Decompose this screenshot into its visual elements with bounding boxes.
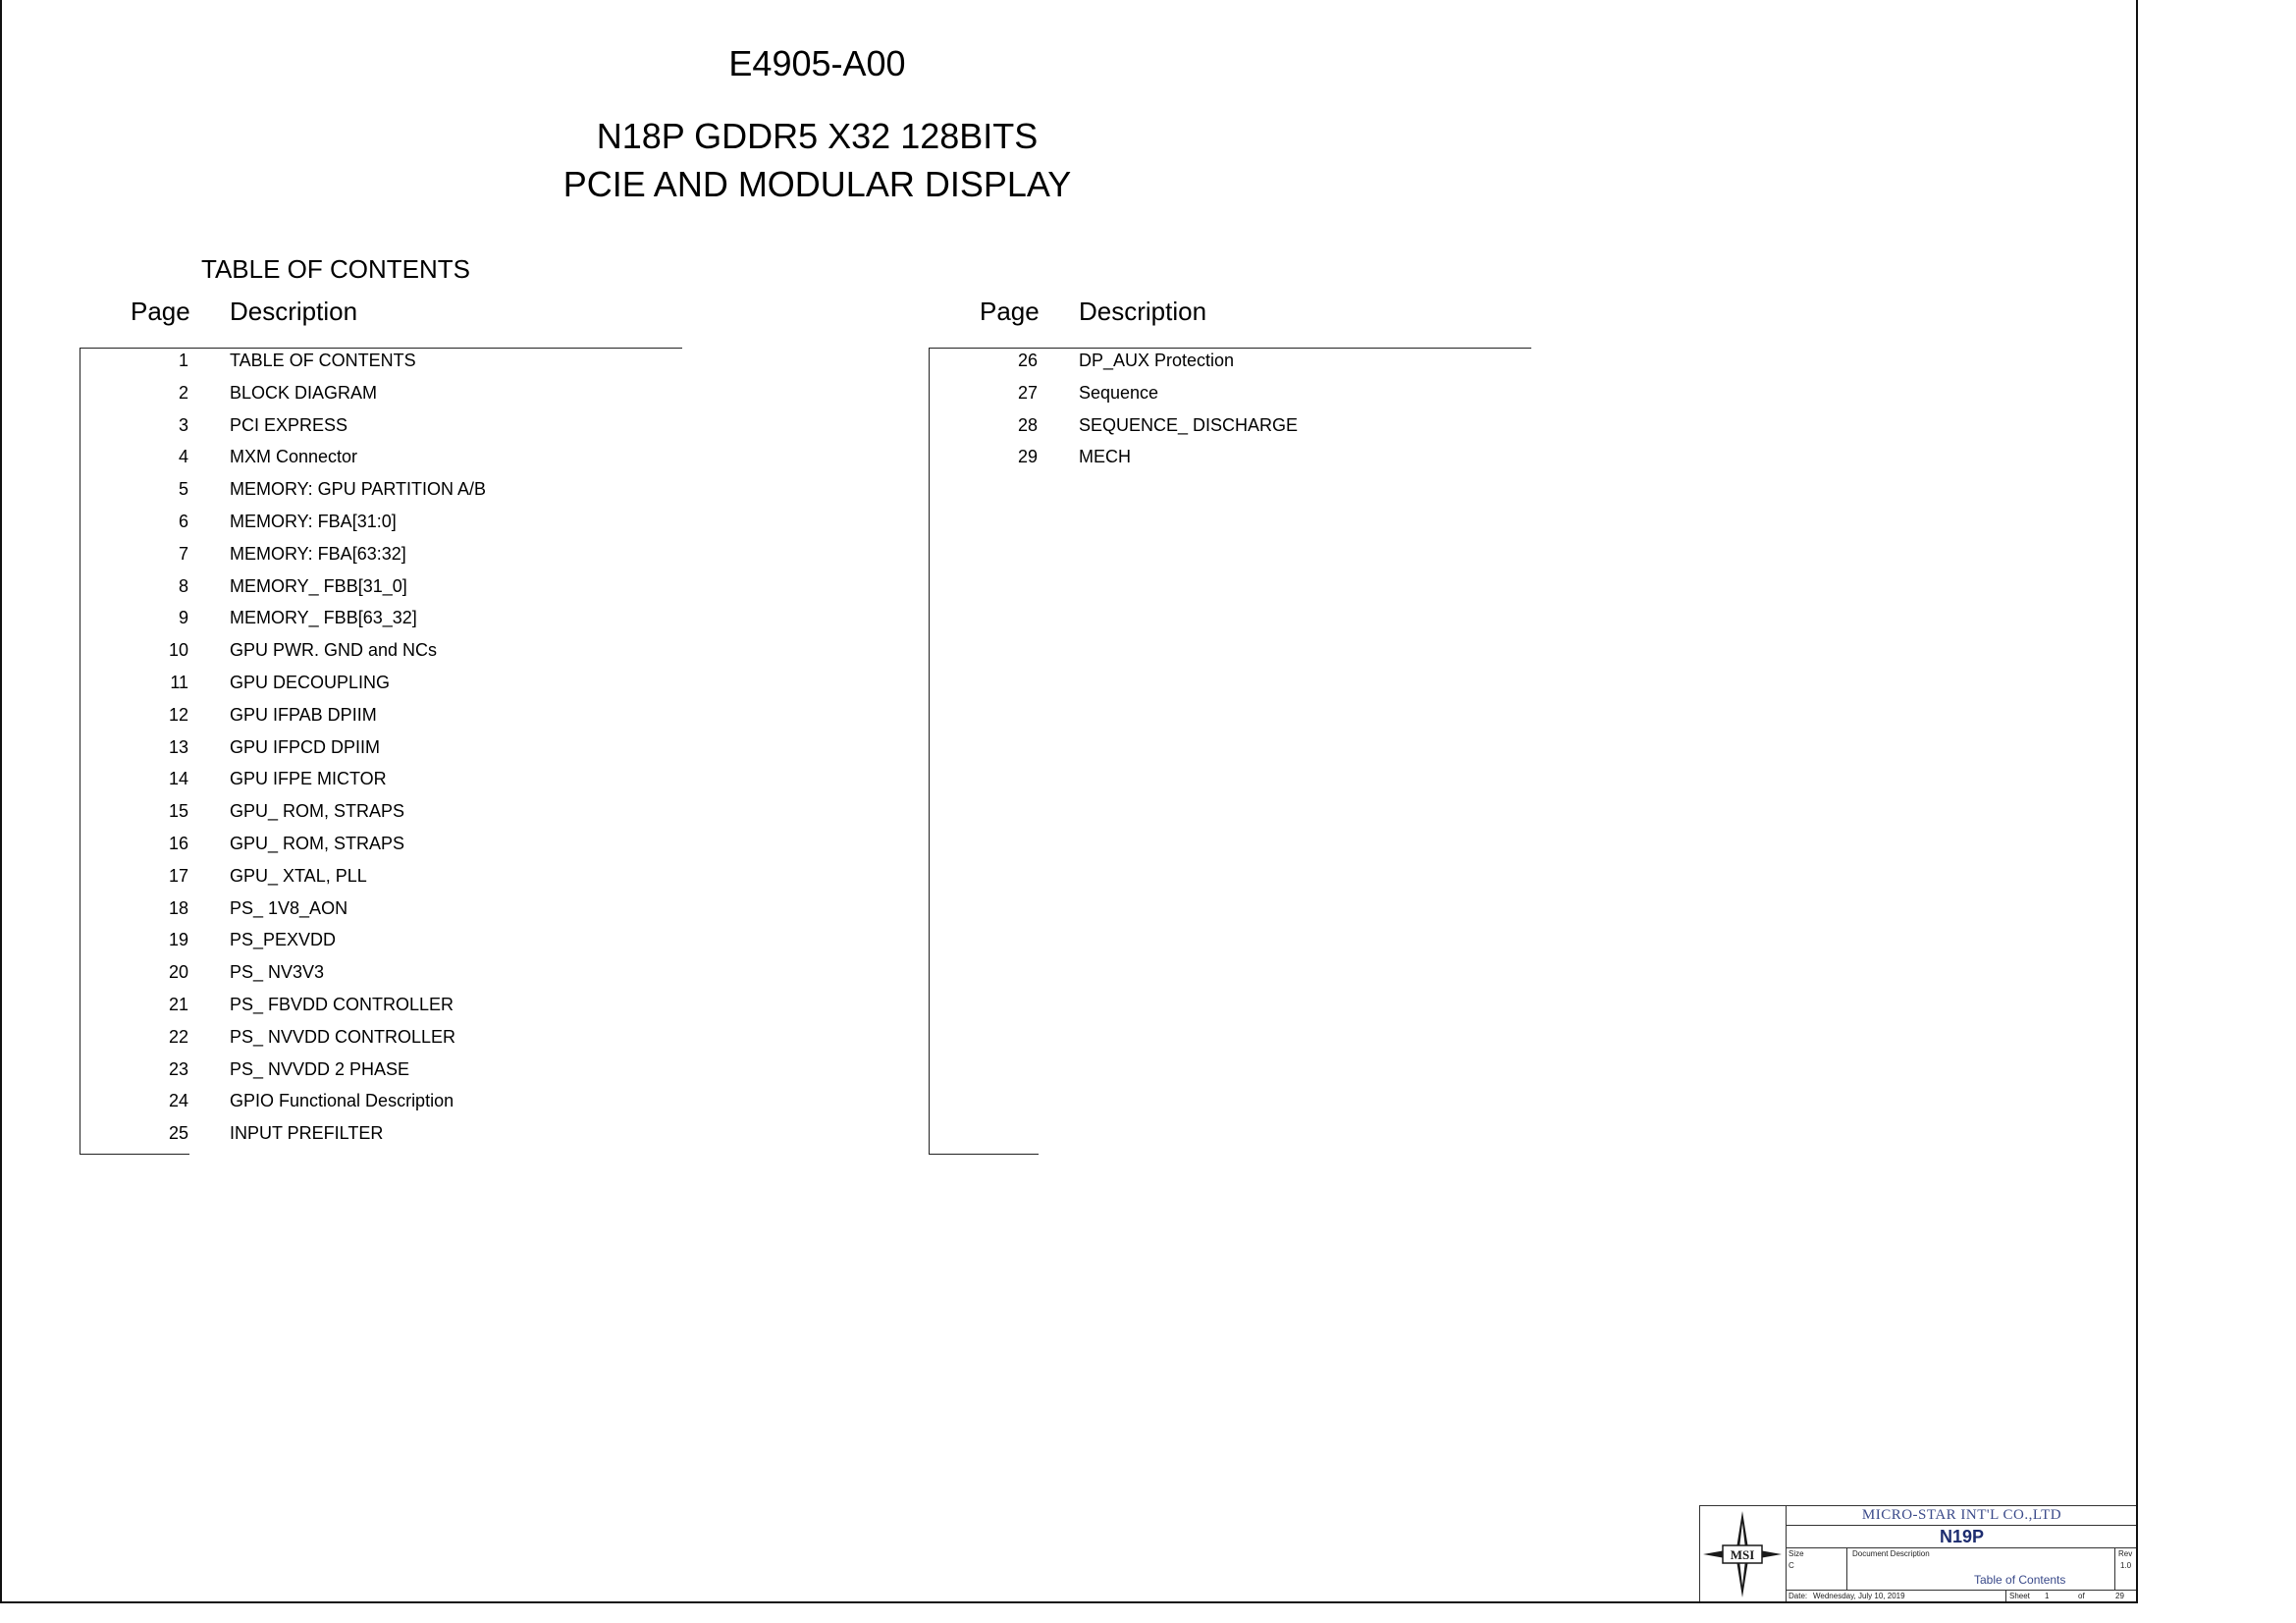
right-table-bottom-rule bbox=[929, 1154, 1039, 1155]
msi-logo-icon bbox=[1701, 1509, 1784, 1599]
frame-left-border bbox=[0, 0, 2, 1603]
toc-page-number: 27 bbox=[1017, 382, 1038, 403]
toc-description: MEMORY: FBA[63:32] bbox=[230, 543, 406, 564]
toc-description: BLOCK DIAGRAM bbox=[230, 382, 378, 403]
model-name: N19P bbox=[1939, 1527, 1985, 1546]
total-sheets: 29 bbox=[2115, 1592, 2124, 1600]
toc-page-number: 19 bbox=[168, 930, 188, 950]
title-line-2: PCIE AND MODULAR DISPLAY bbox=[562, 164, 1072, 204]
toc-description: PS_PEXVDD bbox=[230, 930, 337, 950]
size-label: Size bbox=[1789, 1549, 1804, 1558]
toc-page-number: 4 bbox=[178, 447, 188, 467]
toc-page-number: 22 bbox=[168, 1026, 188, 1047]
doc-desc-label: Document Description bbox=[1852, 1549, 1930, 1558]
toc-page-number: 12 bbox=[168, 704, 188, 725]
toc-description: MEMORY_ FBB[31_0] bbox=[230, 575, 407, 596]
toc-page-number: 25 bbox=[168, 1123, 188, 1144]
toc-description: PCI EXPRESS bbox=[230, 414, 348, 435]
toc-page-number: 18 bbox=[168, 897, 188, 918]
toc-description: GPU_ XTAL, PLL bbox=[230, 865, 367, 886]
rev-value: 1.0 bbox=[2120, 1561, 2132, 1570]
toc-page-number: 11 bbox=[170, 673, 188, 692]
msi-logo-text: MSI bbox=[1730, 1547, 1755, 1562]
left-table-bottom-rule bbox=[80, 1154, 189, 1155]
toc-page-number: 6 bbox=[178, 512, 188, 531]
toc-description: MEMORY: GPU PARTITION A/B bbox=[230, 479, 487, 500]
toc-description: MECH bbox=[1079, 447, 1131, 467]
toc-page-number: 26 bbox=[1017, 351, 1038, 370]
toc-description: TABLE OF CONTENTS bbox=[230, 351, 416, 370]
right-page-header: Page bbox=[980, 297, 1040, 326]
toc-description: GPU IFPAB DPIIM bbox=[230, 704, 377, 725]
date-label: Date: bbox=[1789, 1592, 1808, 1600]
toc-description: PS_ NVVDD 2 PHASE bbox=[230, 1058, 410, 1079]
size-value: C bbox=[1789, 1561, 1794, 1570]
toc-description: PS_ 1V8_AON bbox=[230, 897, 348, 918]
toc-page-number: 17 bbox=[168, 865, 188, 886]
of-label: of bbox=[2078, 1592, 2085, 1600]
doc-title: Table of Contents bbox=[1974, 1573, 2066, 1587]
toc-page-number: 3 bbox=[178, 414, 188, 435]
toc-page-number: 7 bbox=[178, 543, 188, 564]
toc-description: GPU IFPCD DPIIM bbox=[230, 736, 381, 757]
frame-right-border bbox=[2136, 0, 2138, 1603]
toc-page-number: 29 bbox=[1017, 447, 1038, 467]
toc-page-number: 16 bbox=[168, 834, 188, 853]
toc-page-number: 14 bbox=[168, 769, 188, 789]
toc-description: DP_AUX Protection bbox=[1079, 351, 1235, 370]
sheet-label: Sheet bbox=[2009, 1592, 2030, 1600]
title-block bbox=[1699, 1505, 2136, 1601]
toc-page-number: 5 bbox=[178, 479, 188, 500]
toc-description: GPU IFPE MICTOR bbox=[230, 769, 387, 789]
toc-page-number: 10 bbox=[168, 640, 188, 661]
sheet-value: 1 bbox=[2045, 1592, 2050, 1600]
toc-description: PS_ FBVDD CONTROLLER bbox=[230, 995, 454, 1014]
title-line-1: N18P GDDR5 X32 128BITS bbox=[596, 116, 1039, 156]
toc-page-number: 13 bbox=[168, 736, 188, 757]
toc-page-number: 9 bbox=[178, 608, 188, 628]
toc-description: GPIO Functional Description bbox=[230, 1091, 454, 1111]
toc-description: MEMORY: FBA[31:0] bbox=[230, 512, 397, 531]
toc-page-number: 20 bbox=[168, 962, 188, 983]
date-value: Wednesday, July 10, 2019 bbox=[1813, 1592, 1905, 1600]
frame-bottom-border bbox=[0, 1601, 2138, 1603]
document-number: E4905-A00 bbox=[728, 43, 906, 83]
toc-description: GPU DECOUPLING bbox=[230, 673, 391, 692]
company-name: MICRO-STAR INT'L CO.,LTD bbox=[1861, 1507, 2062, 1523]
toc-description: PS_ NVVDD CONTROLLER bbox=[230, 1026, 456, 1047]
toc-description: MXM Connector bbox=[230, 447, 358, 467]
toc-page-number: 2 bbox=[178, 382, 188, 403]
toc-description: PS_ NV3V3 bbox=[230, 962, 325, 983]
toc-page-number: 23 bbox=[168, 1058, 188, 1079]
right-description-header: Description bbox=[1079, 297, 1207, 326]
left-description-header: Description bbox=[230, 297, 358, 326]
toc-page-number: 24 bbox=[168, 1091, 188, 1111]
toc-description: GPU_ ROM, STRAPS bbox=[230, 801, 405, 822]
left-page-header: Page bbox=[131, 297, 190, 326]
toc-page-number: 28 bbox=[1017, 414, 1038, 435]
toc-description: MEMORY_ FBB[63_32] bbox=[230, 608, 417, 628]
toc-page-number: 21 bbox=[168, 995, 188, 1014]
toc-page-number: 15 bbox=[168, 801, 188, 822]
toc-description: SEQUENCE_ DISCHARGE bbox=[1079, 414, 1299, 435]
toc-page-number: 1 bbox=[178, 351, 188, 370]
toc-description: GPU_ ROM, STRAPS bbox=[230, 834, 405, 853]
toc-heading: TABLE OF CONTENTS bbox=[201, 254, 470, 284]
toc-description: INPUT PREFILTER bbox=[230, 1123, 384, 1144]
toc-description: Sequence bbox=[1079, 382, 1159, 403]
toc-description: GPU PWR. GND and NCs bbox=[230, 640, 438, 661]
rev-label: Rev bbox=[2118, 1549, 2133, 1558]
toc-page-number: 8 bbox=[178, 575, 188, 596]
